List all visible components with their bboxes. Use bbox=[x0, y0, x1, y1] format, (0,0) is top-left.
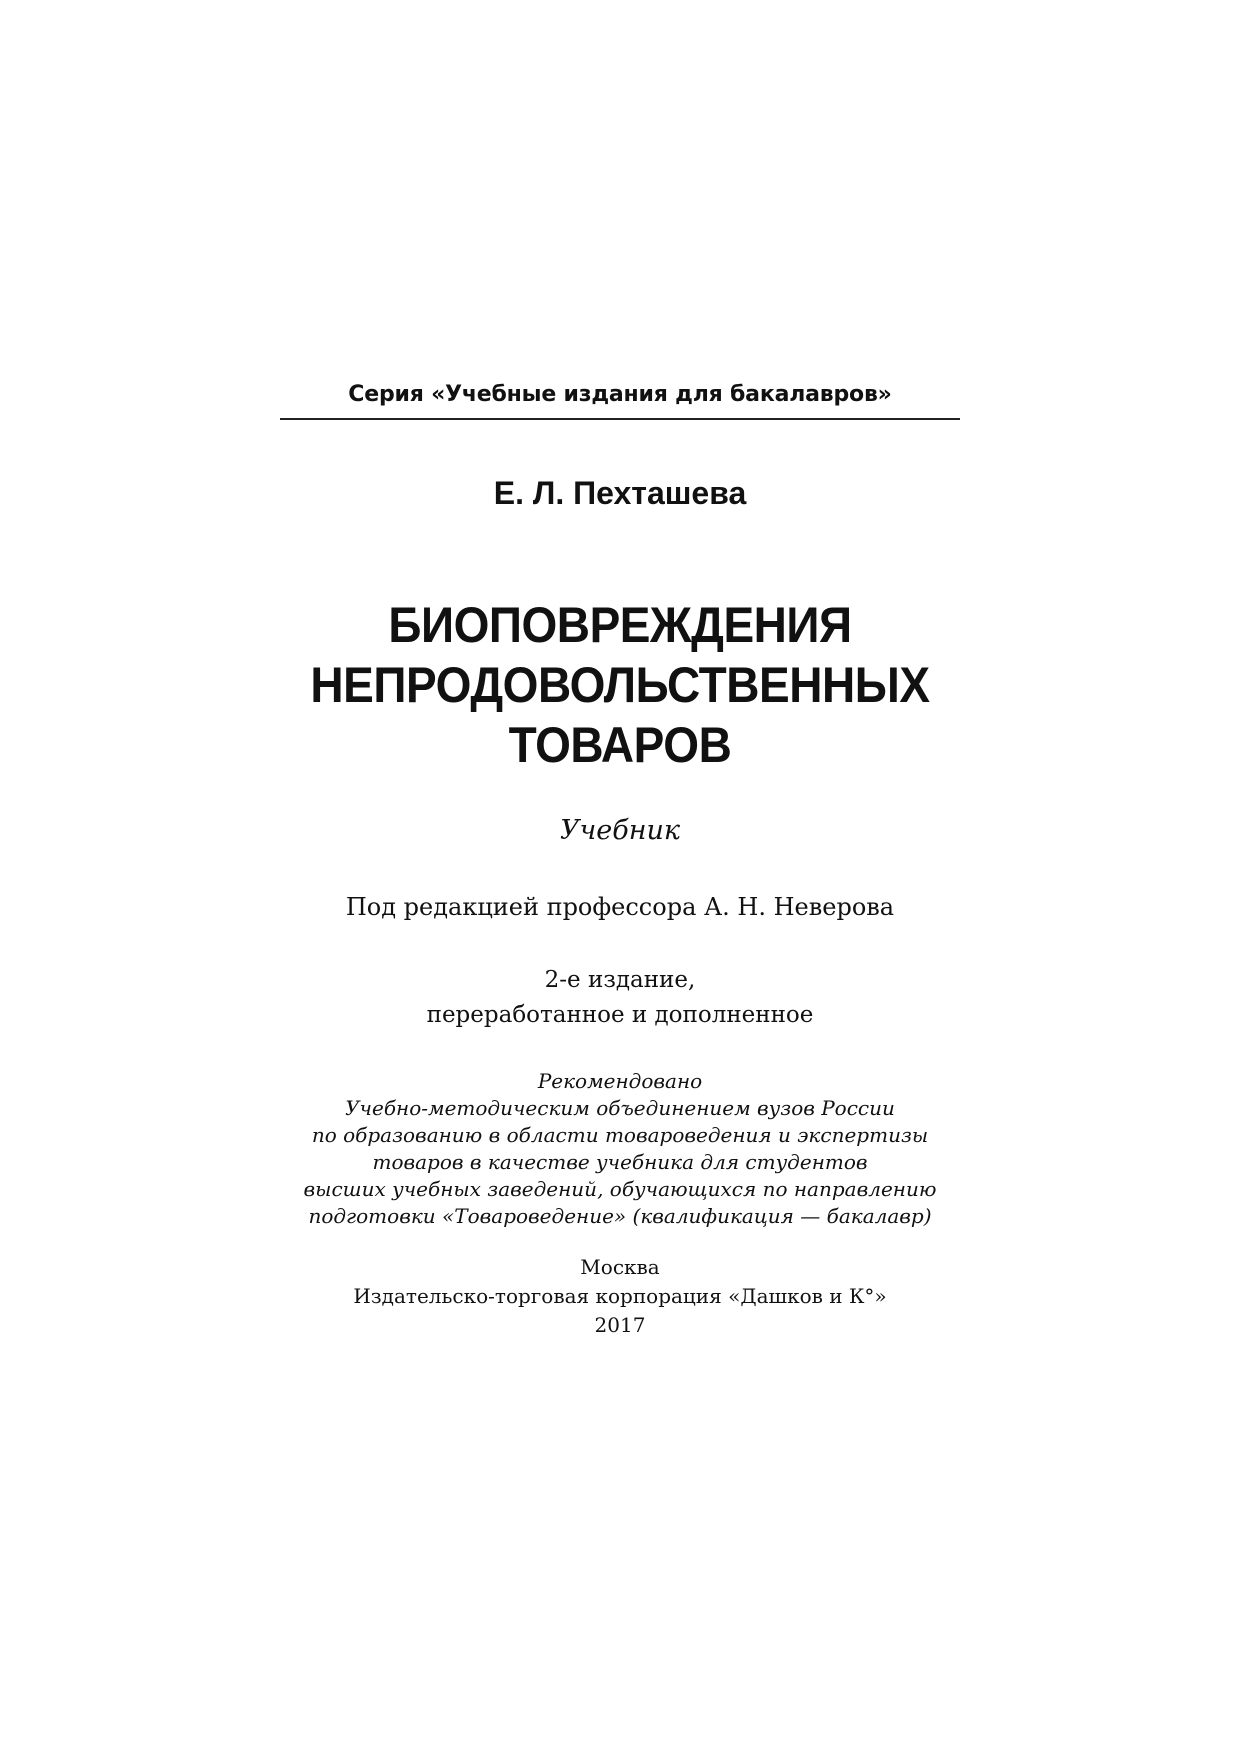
series-name: Серия «Учебные издания для бакалавров» bbox=[348, 382, 892, 407]
publication-year: 2017 bbox=[594, 1313, 646, 1337]
author-name: Е. Л. Пехташева bbox=[493, 475, 747, 511]
book-title-line-3: ТОВАРОВ bbox=[508, 717, 732, 773]
recommendation-line-3: по образованию в области товароведения и экспертизы bbox=[311, 1123, 929, 1147]
recommendation-line-6: подготовки «Товароведение» (квалификация — бакалавр) bbox=[308, 1204, 932, 1228]
recommendation-line-1: Рекомендовано bbox=[537, 1069, 703, 1093]
publisher-name: Издательско-торговая корпорация «Дашков и К°» bbox=[353, 1284, 887, 1308]
editor-line: Под редакцией профессора А. Н. Неверова bbox=[345, 893, 895, 921]
edition-line-1: 2-е издание, bbox=[544, 967, 696, 993]
recommendation-line-4: товаров в качестве учебника для студентов bbox=[372, 1150, 868, 1174]
imprint bbox=[240, 1253, 1000, 1340]
series-divider bbox=[280, 418, 960, 420]
publisher-city: Москва bbox=[580, 1255, 660, 1279]
recommendation-line-2: Учебно-методическим объединением вузов России bbox=[345, 1096, 895, 1120]
edition-line-2: переработанное и дополненное bbox=[426, 1002, 814, 1028]
book-title-line-2: НЕПРОДОВОЛЬСТВЕННЫХ bbox=[310, 657, 930, 713]
recommendation-line-5: высших учебных заведений, обучающихся по направлению bbox=[303, 1177, 937, 1201]
edition-info bbox=[240, 963, 1000, 1033]
recommendation-block bbox=[220, 1068, 1020, 1230]
book-title-line-1: БИОПОВРЕЖДЕНИЯ bbox=[388, 597, 852, 653]
book-type: Учебник bbox=[559, 815, 681, 846]
book-title bbox=[234, 595, 1007, 775]
